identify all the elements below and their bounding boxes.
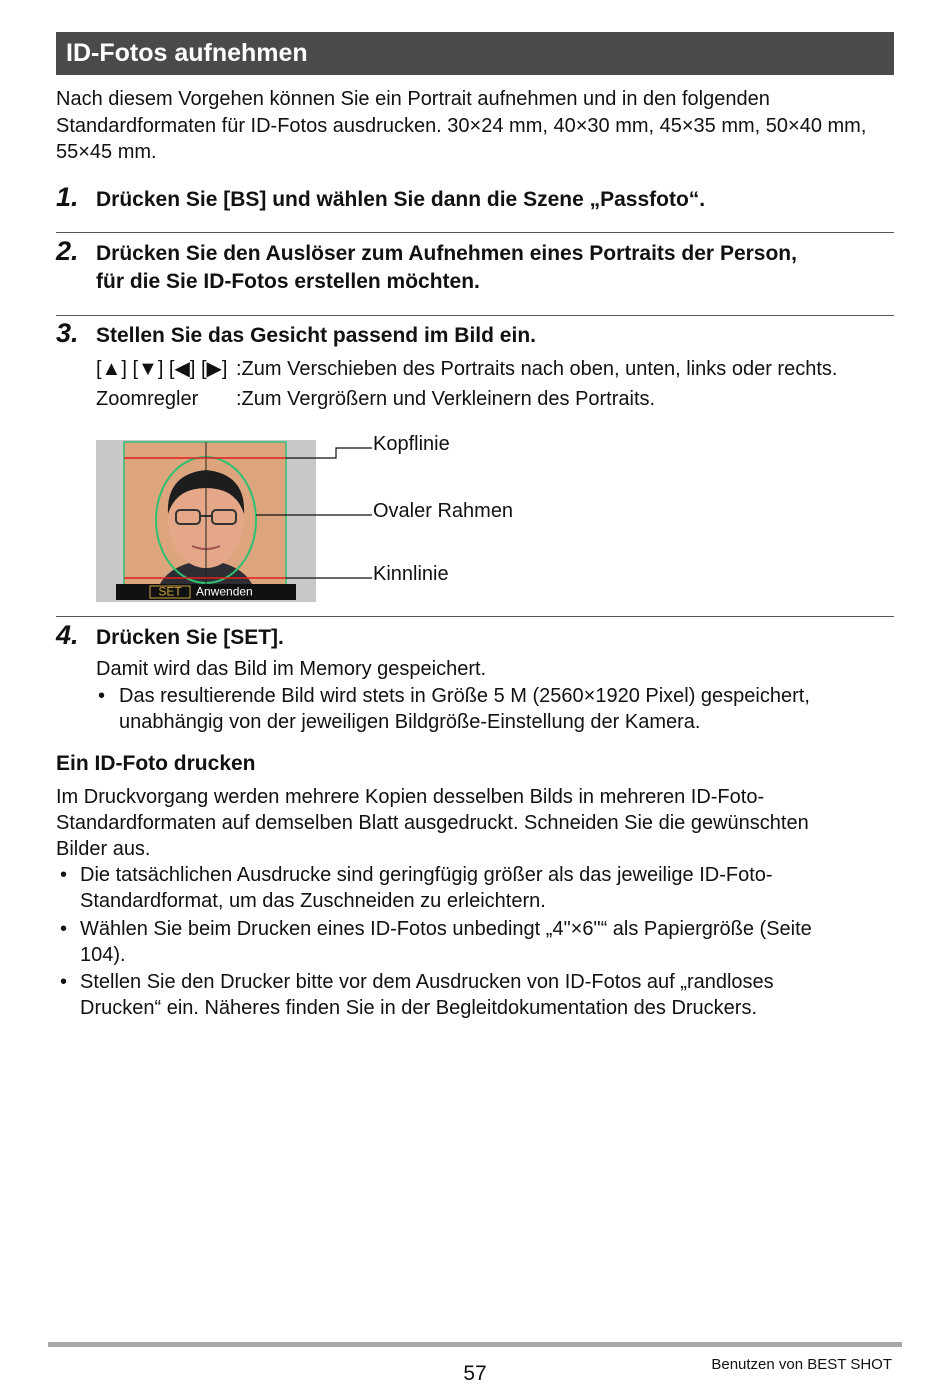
control-arrow-keys-desc: :Zum Verschieben des Portraits nach oben, unten, links oder rechts. [236,358,838,380]
print-bullet-2-line2: 104). [80,944,126,966]
page-number: 57 [463,1362,487,1385]
set-key-label: SET [158,584,182,599]
control-zoom-desc: :Zum Vergrößern und Verkleinern des Portraits. [236,388,656,410]
divider [56,616,894,617]
bullet-glyph: • [60,864,68,886]
passport-frame-figure [96,436,386,606]
divider [56,315,894,316]
print-section-heading: Ein ID-Foto drucken [56,752,256,775]
step-4-bullet-line2: unabhängig von der jeweiligen Bildgröße-Einstellung der Kamera. [119,711,701,733]
footer-section-label: Benutzen von BEST SHOT [711,1356,892,1373]
section-title: ID-Fotos aufnehmen [56,32,894,75]
print-bullet-3-line1: Stellen Sie den Drucker bitte vor dem Ausdrucken von ID-Fotos auf „randloses [80,971,774,993]
step-1-number: 1. [56,182,79,212]
step-2-heading-line2: für die Sie ID-Fotos erstellen möchten. [96,270,480,293]
callout-oval-frame: Ovaler Rahmen [373,500,514,522]
bullet-glyph: • [60,971,68,993]
step-2-number: 2. [56,236,79,266]
intro-paragraph: Nach diesem Vorgehen können Sie ein Portrait aufnehmen und in den folgenden Standardformaten für ID-Fotos ausdrucken. 30×24 mm, 40×30 mm, 45×35 mm, 50×40 mm, 55×45 mm. [56,88,867,163]
print-bullet-2-line1: Wählen Sie beim Drucken eines ID-Fotos unbedingt „4"×6"“ als Papiergröße (Seite [80,918,812,940]
footer-rule [48,1342,902,1347]
step-3-number: 3. [56,318,79,348]
print-para-line1: Im Druckvorgang werden mehrere Kopien desselben Bilds in mehreren ID-Foto- [56,786,765,808]
print-bullet-3-line2: Drucken“ ein. Näheres finden Sie in der Begleitdokumentation des Druckers. [80,997,758,1019]
bullet-glyph: • [60,918,68,940]
step-4-bullet-line1: Das resultierende Bild wird stets in Größe 5 M (2560×1920 Pixel) gespeichert, [119,685,810,707]
print-bullet-1-line1: Die tatsächlichen Ausdrucke sind geringfügig größer als das jeweilige ID-Foto- [80,864,773,886]
print-bullet-1-line2: Standardformat, um das Zuschneiden zu erleichtern. [80,890,546,912]
callout-head-line: Kopflinie [373,433,450,455]
step-4-number: 4. [56,620,79,650]
bullet-glyph: • [98,685,106,707]
step-2-heading-line1: Drücken Sie den Auslöser zum Aufnehmen eines Portraits der Person, [96,242,797,265]
step-3-heading: Stellen Sie das Gesicht passend im Bild ein. [96,324,536,347]
print-para-line2: Standardformaten auf demselben Blatt ausgedruckt. Schneiden Sie die gewünschten [56,812,809,834]
control-arrow-keys: [▲] [▼] [◀] [▶] [96,358,228,380]
callout-chin-line: Kinnlinie [373,563,449,585]
control-zoom: Zoomregler [96,388,199,410]
step-1-heading: Drücken Sie [BS] und wählen Sie dann die Szene „Passfoto“. [96,188,706,211]
step-4-text: Damit wird das Bild im Memory gespeichert. [96,658,487,680]
divider [56,232,894,233]
step-4-heading: Drücken Sie [SET]. [96,626,284,649]
apply-label: Anwenden [196,584,253,599]
print-para-line3: Bilder aus. [56,838,151,860]
